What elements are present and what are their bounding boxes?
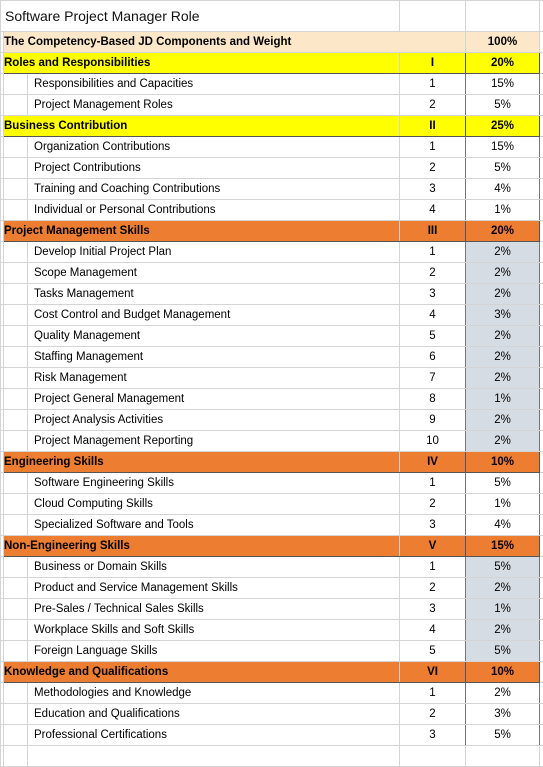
item-number[interactable]: 8 [400, 389, 466, 410]
cell[interactable] [540, 116, 543, 137]
cell[interactable] [540, 452, 543, 473]
item-weight[interactable]: 5% [466, 95, 540, 116]
item-weight[interactable]: 2% [466, 347, 540, 368]
cell[interactable] [540, 557, 543, 578]
item-weight[interactable]: 2% [466, 578, 540, 599]
item-row [1, 284, 543, 305]
category-row [1, 536, 543, 557]
cell[interactable] [4, 431, 28, 452]
item-weight[interactable]: 5% [466, 158, 540, 179]
item-name[interactable]: Foreign Language Skills [28, 641, 400, 662]
cell[interactable] [540, 326, 543, 347]
cell[interactable] [4, 557, 28, 578]
total-weight[interactable]: 100% [466, 32, 540, 53]
category-row [1, 662, 543, 683]
cell[interactable] [540, 95, 543, 116]
cell[interactable] [540, 599, 543, 620]
cell[interactable] [4, 473, 28, 494]
item-name[interactable]: Cloud Computing Skills [28, 494, 400, 515]
item-name[interactable]: Organization Contributions [28, 137, 400, 158]
item-weight[interactable]: 2% [466, 242, 540, 263]
item-row [1, 599, 543, 620]
item-number[interactable]: 10 [400, 431, 466, 452]
item-number[interactable]: 2 [400, 494, 466, 515]
category-weight[interactable]: 20% [466, 53, 540, 74]
item-number[interactable]: 5 [400, 326, 466, 347]
item-weight[interactable]: 5% [466, 557, 540, 578]
cell[interactable] [400, 746, 466, 767]
item-name[interactable]: Project Contributions [28, 158, 400, 179]
cell[interactable] [540, 662, 543, 683]
item-row [1, 74, 543, 95]
cell[interactable] [540, 347, 543, 368]
item-number[interactable]: 1 [400, 473, 466, 494]
cell[interactable] [4, 368, 28, 389]
cell[interactable] [4, 158, 28, 179]
sheet-title[interactable]: Software Project Manager Role [1, 1, 400, 32]
cell[interactable] [4, 578, 28, 599]
item-row [1, 368, 543, 389]
item-row [1, 578, 543, 599]
item-row [1, 200, 543, 221]
cell[interactable] [4, 599, 28, 620]
cell[interactable] [540, 389, 543, 410]
item-row [1, 557, 543, 578]
category-weight[interactable]: 25% [466, 116, 540, 137]
cell[interactable] [540, 746, 543, 767]
cell[interactable] [540, 578, 543, 599]
category-name[interactable]: Knowledge and Qualifications [4, 662, 400, 683]
item-row [1, 179, 543, 200]
item-name[interactable]: Specialized Software and Tools [28, 515, 400, 536]
item-number[interactable]: 1 [400, 74, 466, 95]
item-name[interactable]: Project Management Reporting [28, 431, 400, 452]
category-code[interactable]: IV [400, 452, 466, 473]
category-name[interactable]: Business Contribution [4, 116, 400, 137]
item-weight[interactable]: 5% [466, 473, 540, 494]
item-name[interactable]: Workplace Skills and Soft Skills [28, 620, 400, 641]
cell[interactable] [4, 284, 28, 305]
item-name[interactable]: Business or Domain Skills [28, 557, 400, 578]
cell[interactable] [4, 410, 28, 431]
item-number[interactable]: 3 [400, 725, 466, 746]
item-weight[interactable]: 15% [466, 74, 540, 95]
item-weight[interactable]: 3% [466, 704, 540, 725]
category-code[interactable]: I [400, 53, 466, 74]
item-weight[interactable]: 2% [466, 683, 540, 704]
item-name[interactable]: Individual or Personal Contributions [28, 200, 400, 221]
cell[interactable] [540, 305, 543, 326]
cell[interactable] [4, 347, 28, 368]
item-row [1, 431, 543, 452]
item-number[interactable]: 2 [400, 704, 466, 725]
cell[interactable] [4, 74, 28, 95]
item-row [1, 620, 543, 641]
item-name[interactable]: Project General Management [28, 389, 400, 410]
item-number[interactable]: 4 [400, 305, 466, 326]
cell[interactable] [400, 1, 466, 32]
empty-row [1, 746, 543, 767]
category-row [1, 221, 543, 242]
item-weight[interactable]: 2% [466, 620, 540, 641]
item-name[interactable]: Staffing Management [28, 347, 400, 368]
item-number[interactable]: 3 [400, 515, 466, 536]
item-name[interactable]: Tasks Management [28, 284, 400, 305]
item-row [1, 641, 543, 662]
cell[interactable] [540, 683, 543, 704]
item-row [1, 410, 543, 431]
cell[interactable] [540, 641, 543, 662]
item-name[interactable]: Professional Certifications [28, 725, 400, 746]
cell[interactable] [4, 641, 28, 662]
cell[interactable] [4, 326, 28, 347]
item-row [1, 347, 543, 368]
cell[interactable] [4, 620, 28, 641]
cell[interactable] [540, 158, 543, 179]
cell[interactable] [540, 536, 543, 557]
cell[interactable] [4, 242, 28, 263]
cell[interactable] [4, 137, 28, 158]
cell[interactable] [540, 725, 543, 746]
category-weight[interactable]: 10% [466, 662, 540, 683]
item-number[interactable]: 3 [400, 284, 466, 305]
cell[interactable] [4, 95, 28, 116]
cell[interactable] [4, 389, 28, 410]
item-weight[interactable]: 5% [466, 725, 540, 746]
item-weight[interactable]: 2% [466, 263, 540, 284]
item-number[interactable]: 4 [400, 620, 466, 641]
cell[interactable] [28, 746, 400, 767]
item-number[interactable]: 2 [400, 95, 466, 116]
category-name[interactable]: Non-Engineering Skills [4, 536, 400, 557]
item-weight[interactable]: 2% [466, 431, 540, 452]
category-row [1, 452, 543, 473]
cell[interactable] [540, 1, 543, 32]
cell[interactable] [540, 221, 543, 242]
cell[interactable] [540, 431, 543, 452]
category-row [1, 116, 543, 137]
cell[interactable] [4, 263, 28, 284]
item-number[interactable]: 2 [400, 158, 466, 179]
item-number[interactable]: 5 [400, 641, 466, 662]
cell[interactable] [4, 179, 28, 200]
cell[interactable] [540, 53, 543, 74]
category-name[interactable]: Project Management Skills [4, 221, 400, 242]
item-number[interactable]: 2 [400, 578, 466, 599]
item-weight[interactable]: 2% [466, 368, 540, 389]
cell[interactable] [4, 200, 28, 221]
item-number[interactable]: 1 [400, 557, 466, 578]
item-weight[interactable]: 5% [466, 641, 540, 662]
item-number[interactable]: 3 [400, 599, 466, 620]
item-row [1, 263, 543, 284]
item-weight[interactable]: 2% [466, 326, 540, 347]
item-name[interactable]: Training and Coaching Contributions [28, 179, 400, 200]
cell[interactable] [540, 704, 543, 725]
item-weight[interactable]: 1% [466, 200, 540, 221]
item-row [1, 704, 543, 725]
cell[interactable] [540, 242, 543, 263]
category-weight[interactable]: 10% [466, 452, 540, 473]
category-name[interactable]: Engineering Skills [4, 452, 400, 473]
cell[interactable] [540, 410, 543, 431]
item-name[interactable]: Software Engineering Skills [28, 473, 400, 494]
cell[interactable] [540, 368, 543, 389]
item-weight[interactable]: 1% [466, 389, 540, 410]
total-label[interactable]: The Competency-Based JD Components and Weight [4, 32, 466, 53]
item-weight[interactable]: 3% [466, 305, 540, 326]
cell[interactable] [4, 746, 28, 767]
category-weight[interactable]: 20% [466, 221, 540, 242]
item-number[interactable]: 1 [400, 242, 466, 263]
item-row [1, 95, 543, 116]
cell[interactable] [4, 704, 28, 725]
cell[interactable] [540, 200, 543, 221]
item-name[interactable]: Develop Initial Project Plan [28, 242, 400, 263]
item-row [1, 494, 543, 515]
item-name[interactable]: Quality Management [28, 326, 400, 347]
cell[interactable] [540, 263, 543, 284]
item-row [1, 242, 543, 263]
item-name[interactable]: Risk Management [28, 368, 400, 389]
category-code[interactable]: III [400, 221, 466, 242]
item-weight[interactable]: 1% [466, 494, 540, 515]
item-name[interactable]: Cost Control and Budget Management [28, 305, 400, 326]
item-row [1, 473, 543, 494]
item-name[interactable]: Responsibilities and Capacities [28, 74, 400, 95]
item-name[interactable]: Project Management Roles [28, 95, 400, 116]
item-weight[interactable]: 1% [466, 599, 540, 620]
item-weight[interactable]: 2% [466, 410, 540, 431]
item-number[interactable]: 6 [400, 347, 466, 368]
total-row [1, 32, 543, 53]
category-code[interactable]: II [400, 116, 466, 137]
category-weight[interactable]: 15% [466, 536, 540, 557]
cell[interactable] [4, 305, 28, 326]
item-number[interactable]: 1 [400, 683, 466, 704]
item-number[interactable]: 7 [400, 368, 466, 389]
item-row [1, 305, 543, 326]
item-weight[interactable]: 15% [466, 137, 540, 158]
category-row [1, 53, 543, 74]
item-number[interactable]: 1 [400, 137, 466, 158]
cell[interactable] [466, 746, 540, 767]
item-name[interactable]: Pre-Sales / Technical Sales Skills [28, 599, 400, 620]
item-number[interactable]: 9 [400, 410, 466, 431]
cell[interactable] [540, 74, 543, 95]
cell[interactable] [540, 620, 543, 641]
item-weight[interactable]: 2% [466, 284, 540, 305]
item-name[interactable]: Product and Service Management Skills [28, 578, 400, 599]
category-code[interactable]: VI [400, 662, 466, 683]
item-row [1, 515, 543, 536]
cell[interactable] [540, 32, 543, 53]
cell[interactable] [540, 137, 543, 158]
item-weight[interactable]: 4% [466, 179, 540, 200]
cell[interactable] [4, 494, 28, 515]
item-number[interactable]: 3 [400, 179, 466, 200]
item-name[interactable]: Scope Management [28, 263, 400, 284]
category-name[interactable]: Roles and Responsibilities [4, 53, 400, 74]
cell[interactable] [466, 1, 540, 32]
cell[interactable] [540, 284, 543, 305]
item-name[interactable]: Methodologies and Knowledge [28, 683, 400, 704]
item-row [1, 137, 543, 158]
item-row [1, 683, 543, 704]
cell[interactable] [540, 179, 543, 200]
cell[interactable] [540, 473, 543, 494]
cell[interactable] [4, 683, 28, 704]
item-row [1, 326, 543, 347]
category-code[interactable]: V [400, 536, 466, 557]
item-name[interactable]: Education and Qualifications [28, 704, 400, 725]
cell[interactable] [540, 515, 543, 536]
item-row [1, 158, 543, 179]
item-name[interactable]: Project Analysis Activities [28, 410, 400, 431]
item-number[interactable]: 4 [400, 200, 466, 221]
cell[interactable] [4, 515, 28, 536]
cell[interactable] [540, 494, 543, 515]
item-row [1, 389, 543, 410]
item-weight[interactable]: 4% [466, 515, 540, 536]
item-row [1, 725, 543, 746]
cell[interactable] [4, 725, 28, 746]
item-number[interactable]: 2 [400, 263, 466, 284]
title-row [1, 1, 543, 32]
